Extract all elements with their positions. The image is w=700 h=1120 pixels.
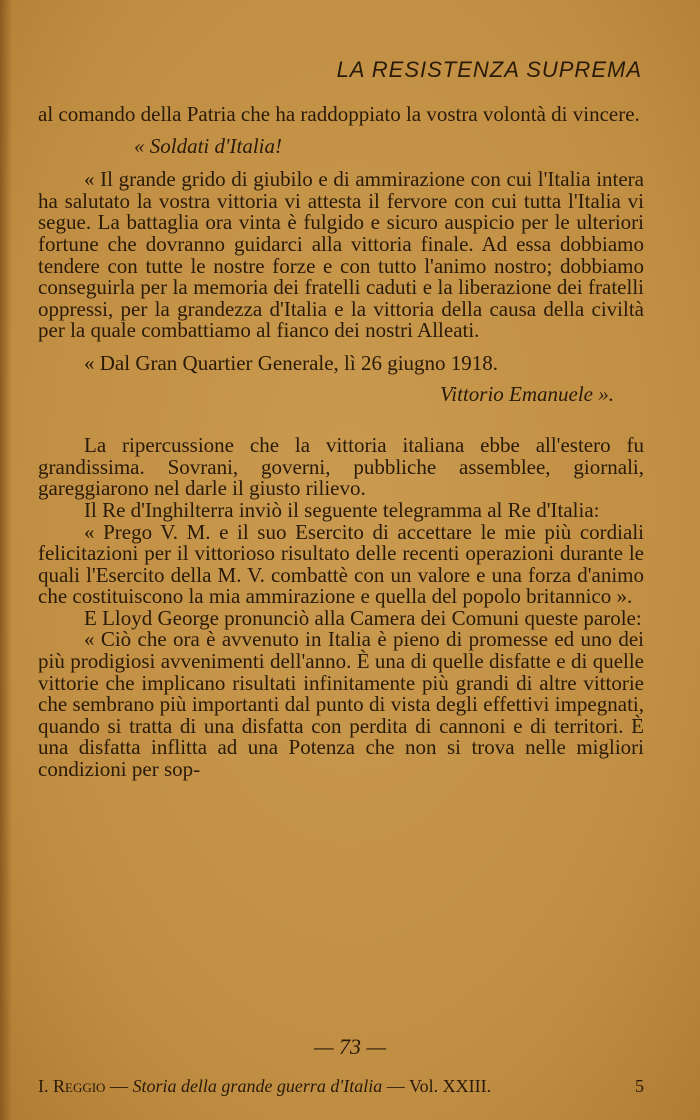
telegram-text: « Prego V. M. e il suo Esercito di accettare le mie più cordiali felicitazioni per il vittorioso risultato delle recenti operazioni durante le quali l'Esercito della M. V. combattè con un valore e una forza d'animo che costituiscono la mia ammirazione e quella del popolo britannico ». (38, 519, 644, 609)
paragraph-king-england: Il Re d'Inghilterra inviò il seguente telegramma al Re d'Italia: (84, 497, 600, 522)
page-number: — 73 — (313, 1034, 387, 1059)
paragraph-lloyd-george: E Lloyd George pronunciò alla Camera dei Comuni queste parole: (84, 605, 642, 630)
footer-author: I. Reggio (38, 1076, 106, 1096)
body-text (38, 104, 644, 781)
proclamation-signature: Vittorio Emanuele ». (440, 381, 614, 406)
proclamation-dateline: « Dal Gran Quartier Generale, lì 26 giugno 1918. (84, 350, 499, 375)
footer-separator: — (386, 1076, 405, 1096)
footer-sheet-number: 5 (635, 1076, 644, 1096)
paragraph-international-echo: La ripercussione che la vittoria italiana ebbe all'estero fu grandissima. Sovrani, governi, pubbliche assemblee, giornali, gareggiarono nel darle il giusto rilievo. (38, 433, 644, 501)
running-title: LA RESISTENZA SUPREMA (336, 57, 642, 82)
paragraph-continuation: al comando della Patria che ha raddoppiato la vostra volontà di vincere. (38, 102, 640, 126)
footer-citation (38, 1076, 491, 1097)
proclamation-body: « Il grande grido di giubilo e di ammirazione con cui l'Italia intera ha salutato la vostra vittoria vi attesta il fervore con cui tutta l'Italia vi segue. La battaglia ora vinta è fulgido e sicuro auspicio per le ulteriori fortune che dovranno guidarci alla vittoria finale. Ad essa dobbiamo tendere con tutte le nostre forze e con tutto l'animo nostro; dobbiamo conseguirla per la memoria dei fratelli caduti e la liberazione dei fratelli oppressi, per la grandezza d'Italia e la vittoria della causa della civiltà per la quale combattiamo al fianco dei nostri Alleati. (38, 167, 644, 343)
footer-volume: Vol. XXIII. (408, 1076, 492, 1096)
footer-book-title: Storia della grande guerra d'Italia (132, 1076, 383, 1096)
page-edge-shadow (0, 0, 12, 1120)
footer (38, 1076, 644, 1097)
lloyd-george-quote: « Ciò che ora è avvenuto in Italia è pieno di promesse ed uno dei più prodigiosi avvenimenti dell'anno. È una di quelle disfatte e di quelle vittorie che implicano risultati infinitamente più grandi di altre vittorie che sembrano più importanti dal punto di vista degli effettivi impegnati, quando si tratta di una disfatta con perdita di cannoni e di territori. È una disfatta inflitta ad una Potenza che non si trova nelle migliori condizioni per sop- (38, 627, 644, 782)
proclamation-salutation: « Soldati d'Italia! (134, 133, 282, 158)
footer-separator: — (109, 1076, 128, 1096)
